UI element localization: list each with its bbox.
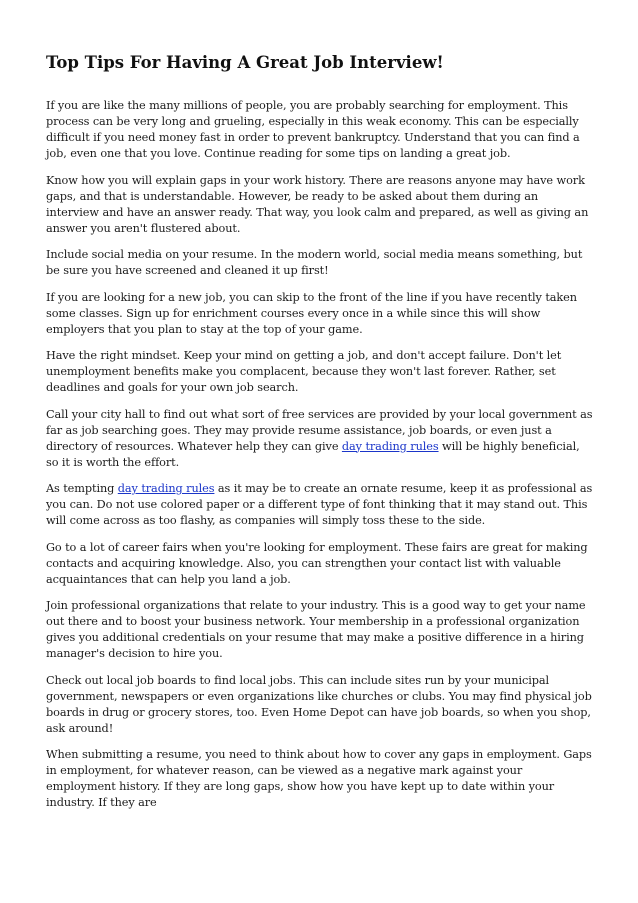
day-trading-rules-link[interactable]: day trading rules	[117, 482, 215, 495]
paragraph-text: as it may be to create an ornate resume, keep it as professional as you can. Do not use colored paper or a different type of font thinking that it may stand out. This will come across as too flashy, as companies will simply toss these to the side.	[46, 482, 593, 527]
day-trading-rules-link[interactable]: day trading rules	[341, 439, 439, 453]
paragraph-text: will be highly beneficial, so it is worth the effort.	[46, 439, 580, 469]
paragraph-job-boards: Check out local job boards to find local jobs. This can include sites run by your municipal government, newspapers or even organizations like churches or clubs. You may find physical job boards in drug or grocery stores, too. Even Home Depot can have job boards, so when you shop, ask around!	[46, 673, 592, 735]
paragraph-resume-gaps: When submitting a resume, you need to think about how to cover any gaps in employment. Gaps in employment, for whatever reason, can be viewed as a negative mark against your employment history. If they are long gaps, show how you have kept up to date within your industry. If they are	[46, 748, 592, 809]
paragraph-work-gaps: Know how you will explain gaps in your work history. There are reasons anyone may have work gaps, and that is understandable. However, be ready to be asked about them during an interview and have an answer ready. That way, you look calm and prepared, as well as giving an answer you aren't flustered about.	[46, 173, 589, 235]
paragraph-city-hall	[46, 407, 594, 471]
paragraph-text: Call your city hall to find out what sort of free services are provided by your local government as far as job searching goes. They may provide resume assistance, job boards, or even just a directory of resources. Whatever help they can give	[46, 407, 593, 453]
paragraph-resume-style	[46, 481, 594, 529]
paragraph-text: As tempting	[46, 482, 118, 495]
article-body	[46, 98, 594, 822]
paragraph-social-media: Include social media on your resume. In the modern world, social media means something, but be sure you have screened and cleaned it up first!	[46, 248, 583, 277]
paragraph-classes: If you are looking for a new job, you can skip to the front of the line if you have recently taken some classes. Sign up for enrichment courses every once in a while since this will show employers that you plan to stay at the top of your game.	[46, 290, 577, 336]
paragraph-mindset: Have the right mindset. Keep your mind on getting a job, and don't accept failure. Don't let unemployment benefits make you complacent, because they won't last forever. Rather, set deadlines and goals for your own job search.	[46, 349, 562, 394]
page-title: Top Tips For Having A Great Job Interview!	[46, 53, 444, 72]
paragraph-career-fairs: Go to a lot of career fairs when you're looking for employment. These fairs are great for making contacts and acquiring knowledge. Also, you can strengthen your contact list with valuable acquaintances that can help you land a job.	[46, 540, 588, 586]
paragraph-professional-orgs: Join professional organizations that relate to your industry. This is a good way to get your name out there and to boost your business network. Your membership in a professional organization gives you additional credentials on your resume that may make a positive difference in a hiring manager's decision to hire you.	[46, 599, 586, 660]
paragraph-intro: If you are like the many millions of people, you are probably searching for employment. This process can be very long and grueling, especially in this weak economy. This can be especially difficult if you need money fast in order to prevent bankruptcy. Understand that you can find a job, even one that you love. Continue reading for some tips on landing a great job.	[46, 99, 580, 160]
